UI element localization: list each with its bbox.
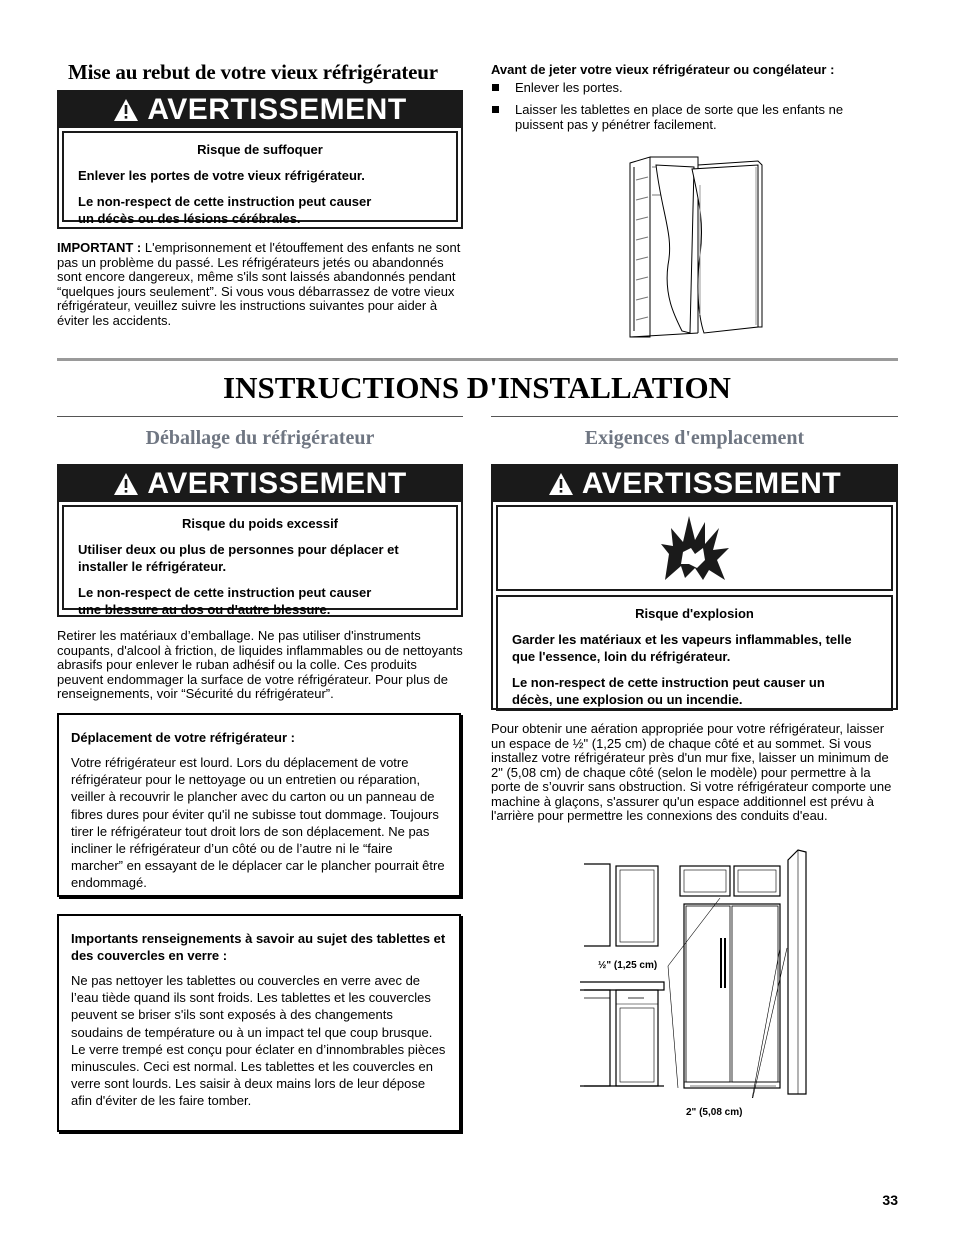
explosion-icon-panel xyxy=(496,505,893,591)
warning-header-label: AVERTISSEMENT xyxy=(147,467,407,500)
page-title: INSTRUCTIONS D'INSTALLATION xyxy=(223,370,731,405)
warning-weight-box xyxy=(57,464,463,617)
section-divider xyxy=(57,358,898,361)
warning-risk: Risque du poids excessif xyxy=(181,516,339,531)
before-disposal-list xyxy=(491,80,881,139)
warning-consequence: Le non-respect de cette instruction peut causer un décès ou des lésions cérébrales. xyxy=(78,194,372,226)
before-disposal-title: Avant de jeter votre vieux réfrigérateur ou congélateur : xyxy=(491,62,835,77)
half-inch-clearance-label: ½" (1,25 cm) xyxy=(598,960,658,971)
warning-body xyxy=(496,595,893,711)
disposal-title: Mise au rebut de votre vieux réfrigérateur xyxy=(68,60,438,84)
two-inch-clearance-label: 2" (5,08 cm) xyxy=(686,1107,743,1118)
warning-header xyxy=(59,92,461,128)
warning-risk: Risque de suffoquer xyxy=(197,142,323,157)
fridge-doors-removed-illustration xyxy=(628,155,763,345)
warning-header-label: AVERTISSEMENT xyxy=(581,467,842,500)
explosion-icon xyxy=(659,514,731,582)
warning-body xyxy=(62,505,458,617)
right-column-rule xyxy=(491,416,898,417)
warning-suffocation-box xyxy=(57,90,463,229)
list-item: Enlever les portes. xyxy=(491,80,881,95)
unpacking-paragraph: Retirer les matériaux d’emballage. Ne pas utiliser d'instruments coupants, d'alcool à friction, de liquides inflammables ou de nettoyants abrasifs pour enlever le ruban adhésif ou la colle. Ces produits peuvent endommager la surface de votre réfrigérateur. Pour plus de renseignements, voir “Sécurité du réfrigérateur”. xyxy=(57,628,463,701)
warning-instruction: Utiliser deux ou plus de personnes pour déplacer et installer le réfrigérateur. xyxy=(78,542,399,574)
glass-text: Ne pas nettoyer les tablettes ou couvercles en verre avec de l’eau tiède quand ils sont froids. Les tablettes et les couvercles peuvent se briser s'ils sont exposés à des changements soudains de température ou à un impact tel que coup brusque. Le verre trempé est conçu pour éclater en d’innombrables pièces minuscules. Ceci est normal. Les tablettes et les couvercles en verre sont lourds. Les saisir à deux mains lors de leur dépose afin d'éviter de les faire tomber. xyxy=(71,973,446,1109)
warning-body xyxy=(62,131,458,226)
warning-instruction: Garder les matériaux et les vapeurs inflammables, telle que l'essence, loin du réfrigérateur. xyxy=(512,632,852,664)
bullet-icon xyxy=(492,106,499,113)
warning-triangle-icon xyxy=(113,472,139,496)
location-paragraph: Pour obtenir une aération appropriée pour votre réfrigérateur, laisser un espace de ½" (1,25 cm) de chaque côté et au sommet. Si vous installez votre réfrigérateur près d'un mur fixe, laisser un minimum de 2" (5,08 cm) de chaque côté (selon le modèle) pour permettre à la porte de s’ouvrir sans obstruction. Si votre réfrigérateur comporte une machine à glaçons, s'assurer qu'un espace additionnel est prévu à l'arrière pour permettre les connexions des conduits d'eau. xyxy=(491,721,892,823)
warning-header xyxy=(493,466,896,502)
glass-heading: Importants renseignements à savoir au sujet des tablettes et des couvercles en verre : xyxy=(71,931,446,963)
unpacking-title: Déballage du réfrigérateur xyxy=(145,427,375,449)
warning-consequence: Le non-respect de cette instruction peut causer un décès, une explosion ou un incendie. xyxy=(512,675,825,707)
warning-header xyxy=(59,466,461,502)
page-number: 33 xyxy=(882,1192,898,1208)
glass-info-box xyxy=(57,914,461,1132)
important-paragraph xyxy=(57,241,463,328)
important-label: IMPORTANT : xyxy=(57,240,142,255)
bullet-icon xyxy=(492,84,499,91)
moving-heading: Déplacement de votre réfrigérateur : xyxy=(71,730,295,745)
warning-triangle-icon xyxy=(113,98,139,122)
moving-info-box xyxy=(57,713,461,897)
left-column-rule xyxy=(57,416,463,417)
warning-header-label: AVERTISSEMENT xyxy=(147,93,407,126)
important-text: L'emprisonnement et l'étouffement des enfants ne sont pas un problème du passé. Les réfrigérateurs jetés ou abandonnés sont encore dangereux, même s'ils sont laissés abandonnés pendant “quelques jours seulement”. Si vous vous débarrassez de votre vieux réfrigérateur, veuillez suivre les instructions suivantes pour aider à éviter les accidents. xyxy=(57,240,461,328)
warning-triangle-icon xyxy=(548,472,574,496)
moving-text: Votre réfrigérateur est lourd. Lors du déplacement de votre réfrigérateur pour le nettoyage ou un entretien ou réparation, veiller à recouvrir le plancher avec du carton ou un panneau de fibres dures pour éviter qu'il ne subisse tout dommage. Toujours tirer le réfrigérateur tout droit lors de son déplacement. Ne pas incliner le réfrigérateur d’un côté ou de l’autre ni le “faire marcher” en essayant de le déplacer car le plancher pourrait être endommagé. xyxy=(71,755,445,891)
clearance-illustration xyxy=(580,848,810,1098)
location-title: Exigences d'emplacement xyxy=(584,427,805,449)
warning-explosion-box xyxy=(491,464,898,710)
warning-risk: Risque d'explosion xyxy=(635,606,754,621)
warning-instruction: Enlever les portes de votre vieux réfrigérateur. xyxy=(78,168,365,183)
warning-consequence: Le non-respect de cette instruction peut causer une blessure au dos ou d'autre blessure. xyxy=(78,585,372,617)
list-item: Laisser les tablettes en place de sorte que les enfants ne puissent pas y pénétrer facilement. xyxy=(491,102,881,132)
